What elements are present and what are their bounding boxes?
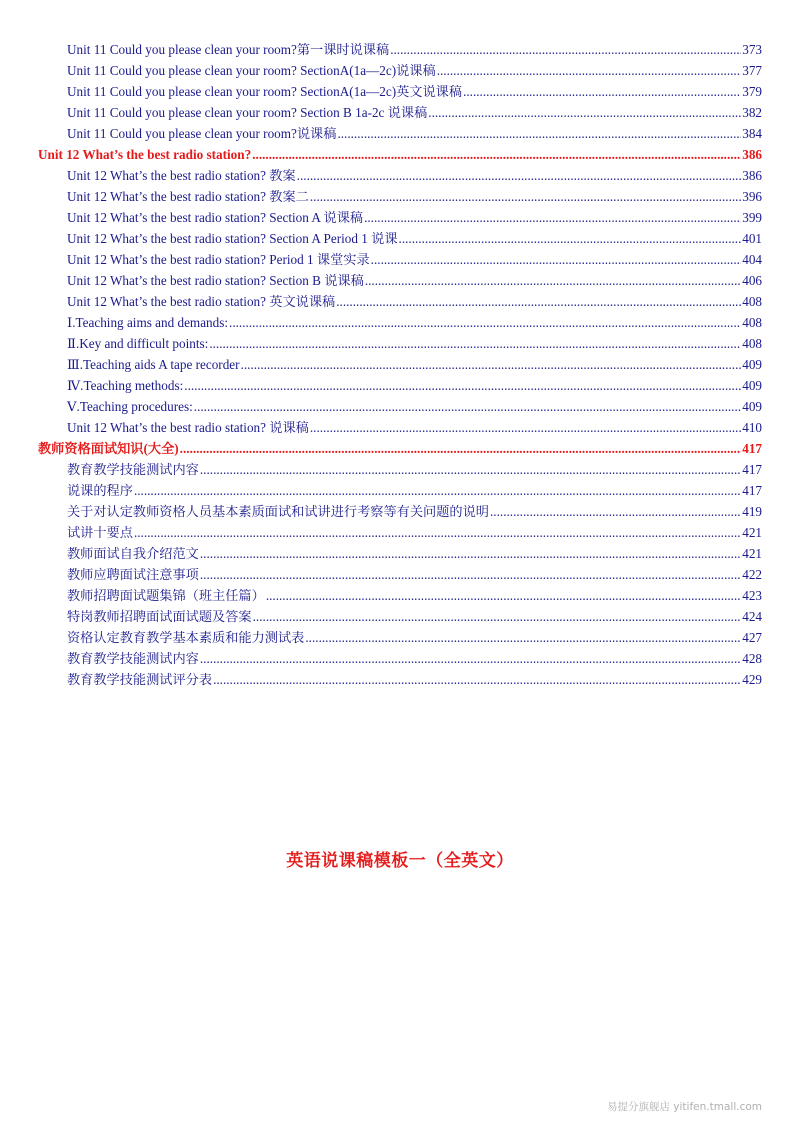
toc-entry-title: 教师招聘面试题集锦（班主任篇） (67, 588, 265, 603)
watermark-text: 易提分旗舰店 yitifen.tmall.com (606, 1101, 762, 1113)
toc-chapter-entry[interactable] (38, 438, 762, 459)
toc-dot-leader (200, 543, 741, 564)
toc-dot-leader (437, 60, 742, 81)
toc-dot-leader (134, 480, 741, 501)
toc-entry[interactable] (38, 60, 762, 81)
toc-page-number: 408 (742, 294, 762, 309)
toc-dot-leader (252, 144, 741, 165)
toc-dot-leader (365, 270, 741, 291)
toc-entry-title: 教育教学技能测试内容 (67, 462, 199, 477)
toc-page-number: 423 (742, 588, 762, 603)
toc-entry-title: 教育教学技能测试内容 (67, 651, 199, 666)
toc-dot-leader (297, 165, 742, 186)
toc-dot-leader (184, 375, 741, 396)
toc-page-number: 408 (742, 315, 762, 330)
toc-entry[interactable] (38, 186, 762, 207)
toc-entry-title: 说课的程序 (67, 483, 133, 498)
toc-entry[interactable] (38, 81, 762, 102)
toc-page-number: 409 (742, 357, 762, 372)
toc-entry[interactable] (38, 396, 762, 417)
toc-entry[interactable] (38, 207, 762, 228)
toc-entry[interactable] (38, 543, 762, 564)
toc-dot-leader (209, 333, 741, 354)
toc-entry[interactable] (38, 564, 762, 585)
toc-entry-title: Ⅱ.Key and difficult points: (67, 336, 209, 351)
toc-page-number: 417 (742, 462, 762, 477)
toc-entry-title: Unit 12 What’s the best radio station? Section A Period 1 说课 (67, 231, 398, 246)
toc-page-number: 399 (742, 210, 762, 225)
toc-entry-title: 教师面试自我介绍范文 (67, 546, 199, 561)
toc-entry[interactable] (38, 39, 762, 60)
toc-entry-title: Unit 12 What’s the best radio station? 教案 (67, 168, 296, 183)
toc-entry[interactable] (38, 606, 762, 627)
toc-dot-leader (266, 585, 741, 606)
toc-entry[interactable] (38, 123, 762, 144)
toc-entry[interactable] (38, 312, 762, 333)
toc-entry-title: Unit 11 Could you please clean your room? Section B 1a-2c 说课稿 (67, 105, 428, 120)
toc-entry-title: 教育教学技能测试评分表 (67, 672, 213, 687)
toc-dot-leader (229, 312, 741, 333)
toc-page-number: 386 (742, 168, 762, 183)
toc-entry[interactable] (38, 291, 762, 312)
toc-entry-title: Unit 12 What’s the best radio station? 说课稿 (67, 420, 309, 435)
toc-chapter-entry[interactable] (38, 144, 762, 165)
toc-entry-title: Unit 11 Could you please clean your room? SectionA(1a—2c)说课稿 (67, 63, 436, 78)
toc-dot-leader (253, 606, 742, 627)
toc-entry[interactable] (38, 165, 762, 186)
toc-entry-title: Unit 12 What’s the best radio station? Section B 说课稿 (67, 273, 364, 288)
toc-page-number: 417 (742, 483, 762, 498)
toc-entry[interactable] (38, 501, 762, 522)
toc-entry[interactable] (38, 228, 762, 249)
toc-page-number: 377 (742, 63, 762, 78)
toc-entry[interactable] (38, 585, 762, 606)
toc-page-number: 417 (742, 441, 762, 456)
toc-entry-title: Ⅲ.Teaching aids A tape recorder (67, 357, 240, 372)
toc-entry-title: 关于对认定教师资格人员基本素质面试和试讲进行考察等有关问题的说明 (67, 504, 489, 519)
toc-page-number: 379 (742, 84, 762, 99)
toc-page-number: 409 (742, 378, 762, 393)
toc-page-number: 408 (742, 336, 762, 351)
toc-page-number: 424 (742, 609, 762, 624)
toc-entry-title: Ⅴ.Teaching procedures: (67, 399, 193, 414)
toc-entry-title: 特岗教师招聘面试面试题及答案 (67, 609, 252, 624)
toc-page-number: 427 (742, 630, 762, 645)
toc-dot-leader (390, 39, 741, 60)
toc-dot-leader (180, 438, 742, 459)
toc-page-number: 384 (742, 126, 762, 141)
toc-dot-leader (310, 186, 741, 207)
toc-dot-leader (490, 501, 741, 522)
toc-dot-leader (310, 417, 741, 438)
toc-page-number: 429 (742, 672, 762, 687)
toc-entry-title: 试讲十要点 (67, 525, 133, 540)
toc-page-number: 409 (742, 399, 762, 414)
toc-entry-title: Unit 12 What’s the best radio station? 教案二 (67, 189, 309, 204)
toc-page-number: 421 (742, 546, 762, 561)
toc-page-number: 419 (742, 504, 762, 519)
toc-page-number: 404 (742, 252, 762, 267)
toc-dot-leader (336, 291, 741, 312)
toc-dot-leader (337, 123, 741, 144)
toc-dot-leader (463, 81, 741, 102)
toc-entry[interactable] (38, 648, 762, 669)
toc-entry-title: Ⅳ.Teaching methods: (67, 378, 184, 393)
toc-entry[interactable] (38, 102, 762, 123)
toc-dot-leader (428, 102, 741, 123)
toc-page-number: 386 (742, 147, 762, 162)
table-of-contents (38, 39, 762, 690)
toc-page-number: 373 (742, 42, 762, 57)
toc-dot-leader (371, 249, 742, 270)
toc-entry-title: Ⅰ.Teaching aims and demands: (67, 315, 229, 330)
toc-entry[interactable] (38, 354, 762, 375)
toc-dot-leader (194, 396, 741, 417)
toc-entry[interactable] (38, 627, 762, 648)
toc-dot-leader (134, 522, 741, 543)
toc-entry[interactable] (38, 669, 762, 690)
toc-dot-leader (200, 648, 741, 669)
toc-entry-title: Unit 12 What’s the best radio station? Section A 说课稿 (67, 210, 364, 225)
toc-entry-title: 教师资格面试知识(大全) (38, 441, 179, 456)
toc-dot-leader (213, 669, 741, 690)
toc-page-number: 401 (742, 231, 762, 246)
toc-dot-leader (241, 354, 742, 375)
toc-page-number: 421 (742, 525, 762, 540)
toc-entry-title: Unit 11 Could you please clean your room?第一课时说课稿 (67, 42, 390, 57)
toc-entry-title: 教师应聘面试注意事项 (67, 567, 199, 582)
toc-page-number: 410 (742, 420, 762, 435)
toc-entry[interactable] (38, 522, 762, 543)
toc-entry[interactable] (38, 270, 762, 291)
toc-dot-leader (364, 207, 741, 228)
section-heading: 英语说课稿模板一（全英文） (286, 851, 514, 871)
toc-entry-title: Unit 12 What’s the best radio station? 英文说课稿 (67, 294, 336, 309)
toc-dot-leader (305, 627, 741, 648)
toc-entry[interactable] (38, 375, 762, 396)
toc-page-number: 406 (742, 273, 762, 288)
toc-entry-title: 资格认定教育教学基本素质和能力测试表 (67, 630, 305, 645)
toc-dot-leader (200, 564, 741, 585)
toc-entry-title: Unit 12 What’s the best radio station? Period 1 课堂实录 (67, 252, 370, 267)
toc-page-number: 428 (742, 651, 762, 666)
toc-entry-title: Unit 12 What’s the best radio station? (38, 147, 252, 162)
toc-entry[interactable] (38, 333, 762, 354)
toc-entry[interactable] (38, 417, 762, 438)
toc-entry-title: Unit 11 Could you please clean your room? SectionA(1a—2c)英文说课稿 (67, 84, 463, 99)
toc-dot-leader (200, 459, 741, 480)
toc-entry[interactable] (38, 480, 762, 501)
toc-page-number: 396 (742, 189, 762, 204)
toc-entry[interactable] (38, 249, 762, 270)
toc-page-number: 382 (742, 105, 762, 120)
toc-entry-title: Unit 11 Could you please clean your room?说课稿 (67, 126, 337, 141)
toc-page-number: 422 (742, 567, 762, 582)
toc-entry[interactable] (38, 459, 762, 480)
toc-dot-leader (399, 228, 742, 249)
